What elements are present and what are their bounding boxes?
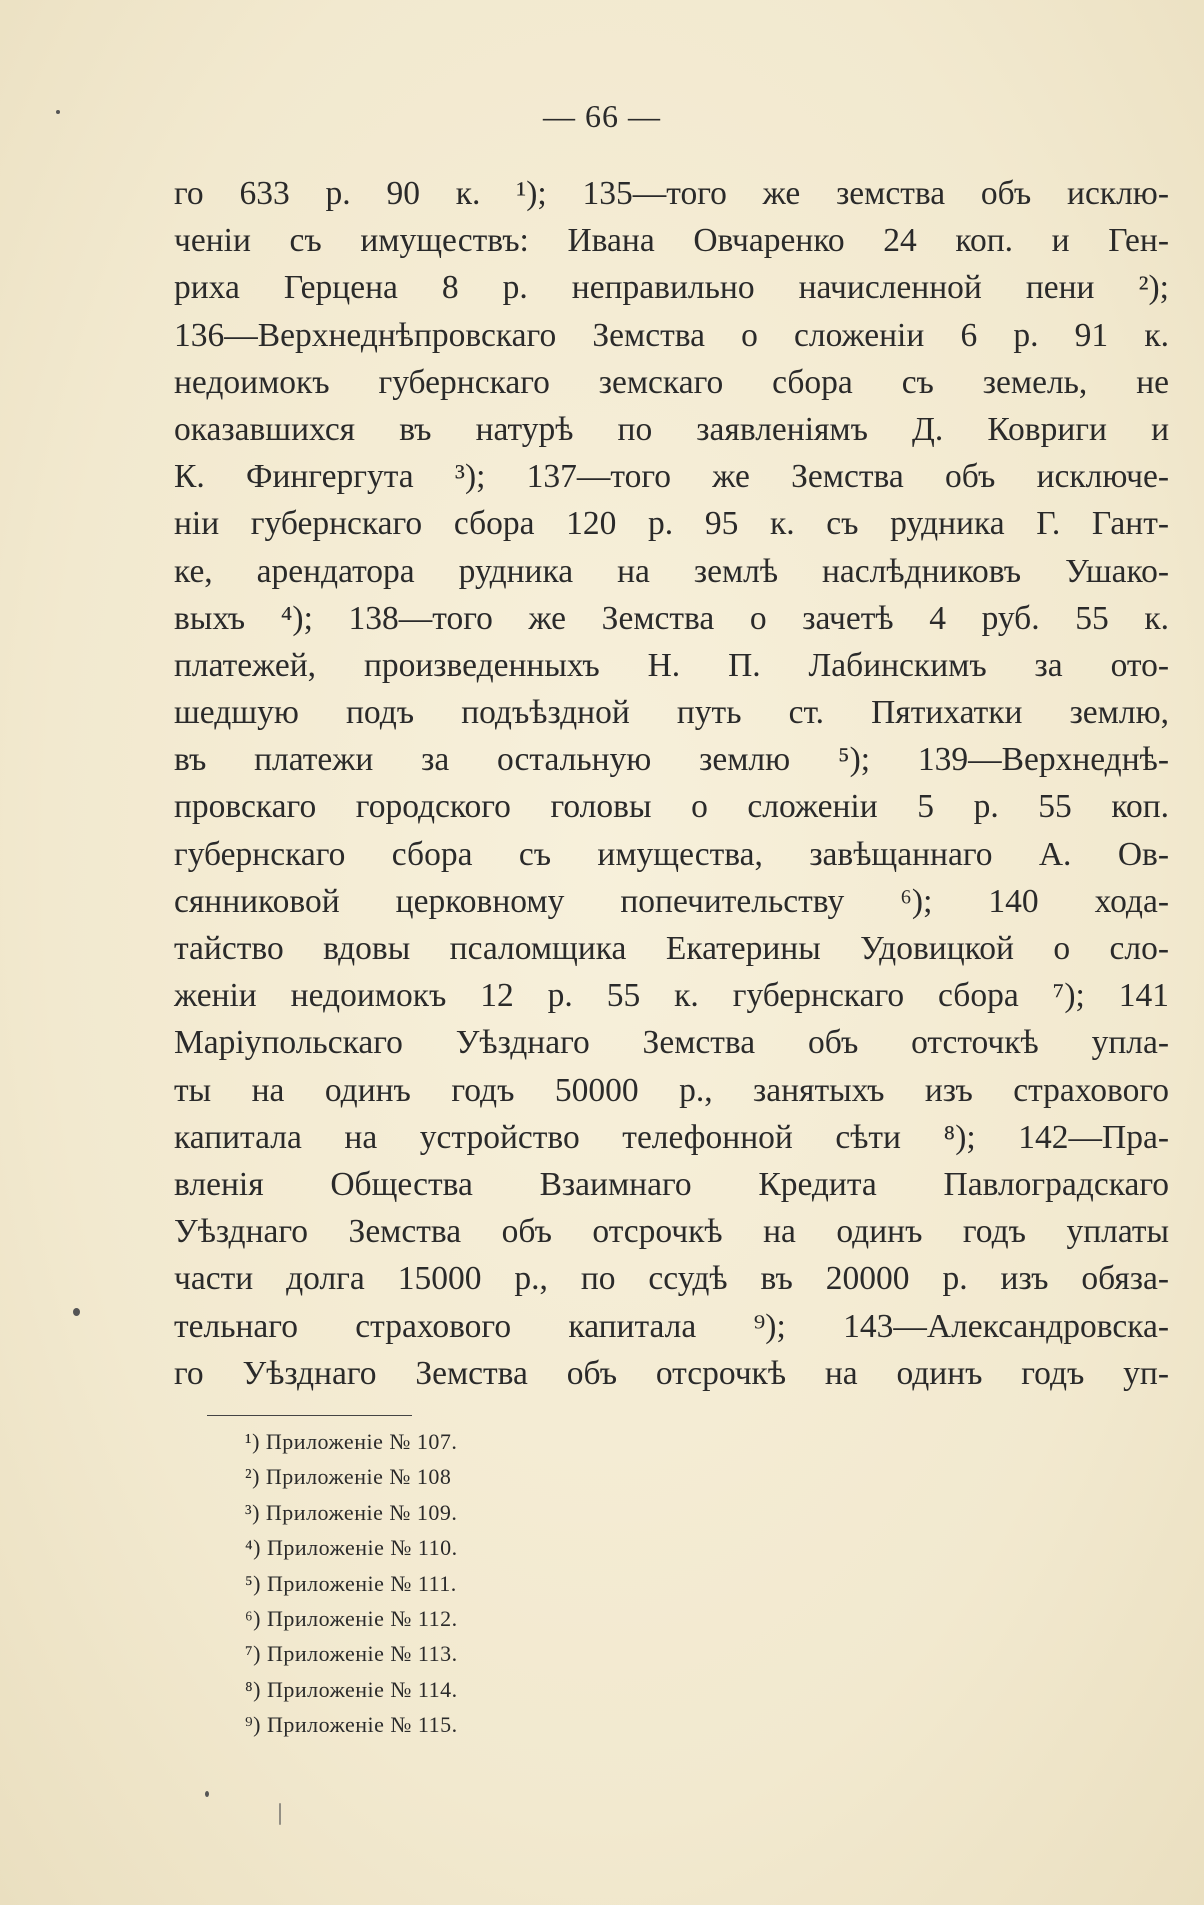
- body-line: ке, арендатора рудника на землѣ наслѣдниковъ Ушако-: [174, 552, 1169, 590]
- footnote-item: ³) Приложеніе № 109.: [245, 1499, 458, 1525]
- body-line: вленія Общества Взаимнаго Кредита Павлоградскаго: [174, 1165, 1169, 1203]
- paper-speck: [73, 1308, 80, 1316]
- page-number: — 66 —: [543, 98, 661, 134]
- body-line: въ платежи за остальную землю ⁵); 139—Верхнеднѣ-: [174, 741, 1169, 779]
- footnotes: [245, 1424, 458, 1743]
- body-line: тельнаго страхового капитала ⁹); 143—Александровска-: [174, 1307, 1169, 1345]
- footnote-item: ⁴) Приложеніе № 110.: [245, 1535, 458, 1561]
- body-text: [174, 170, 1169, 1397]
- body-line: Маріупольскаго Уѣзднаго Земства объ отсточкѣ упла-: [174, 1024, 1169, 1062]
- body-line: сянниковой церковному попечительству ⁶); 140 хода-: [174, 882, 1169, 920]
- body-line: платежей, произведенныхъ Н. П. Лабинскимъ за ото-: [174, 646, 1169, 684]
- body-line: го 633 р. 90 к. ¹); 135—того же земства объ исклю-: [174, 175, 1169, 212]
- body-line: провскаго городского головы о сложеніи 5 р. 55 коп.: [174, 788, 1169, 826]
- body-line: ты на одинъ годъ 50000 р., занятыхъ изъ страхового: [174, 1071, 1169, 1109]
- footnote-item: ⁷) Приложеніе № 113.: [245, 1641, 458, 1667]
- body-line: го Уѣзднаго Земства объ отсрочкѣ на одинъ годъ уп-: [174, 1354, 1169, 1392]
- body-line: выхъ ⁴); 138—того же Земства о зачетѣ 4 руб. 55 к.: [174, 599, 1169, 637]
- body-line: губернскаго сбора съ имущества, завѣщаннаго А. Ов-: [174, 835, 1169, 873]
- footnote-item: ⁶) Приложеніе № 112.: [245, 1605, 458, 1631]
- body-line: тайство вдовы псаломщика Екатерины Удовицкой о сло-: [174, 930, 1169, 967]
- footnote-divider: [207, 1415, 412, 1416]
- footnote-item: ²) Приложеніе № 108: [245, 1464, 452, 1490]
- footnote-item: ⁹) Приложеніе № 115.: [245, 1712, 458, 1738]
- footnote-item: ⁵) Приложеніе № 111.: [245, 1570, 457, 1596]
- body-line: Уѣзднаго Земства объ отсрочкѣ на одинъ годъ уплаты: [174, 1213, 1169, 1251]
- body-line: части долга 15000 р., по ссудѣ въ 20000 р. изъ обяза-: [174, 1260, 1169, 1298]
- footnote-item: ⁸) Приложеніе № 114.: [245, 1676, 458, 1702]
- body-line: 136—Верхнеднѣпровскаго Земства о сложеніи 6 р. 91 к.: [174, 316, 1169, 354]
- paper-speck: [279, 1803, 281, 1825]
- body-line: оказавшихся въ натурѣ по заявленіямъ Д. Ковриги и: [174, 410, 1169, 448]
- paper-speck: [205, 1791, 209, 1797]
- body-line: шедшую подъ подъѣздной путь ст. Пятихатки землю,: [174, 694, 1169, 732]
- body-line: недоимокъ губернскаго земскаго сбора съ земель, не: [174, 363, 1169, 401]
- footnote-item: ¹) Приложеніе № 107.: [245, 1429, 458, 1454]
- body-line: К. Фингергута ³); 137—того же Земства объ исключе-: [174, 458, 1169, 496]
- body-line: риха Герцена 8 р. неправильно начисленной пени ²);: [174, 269, 1169, 307]
- body-line: ченіи съ имуществъ: Ивана Овчаренко 24 коп. и Ген-: [174, 222, 1169, 260]
- body-line: капитала на устройство телефонной сѣти ⁸); 142—Пра-: [174, 1118, 1169, 1156]
- body-line: ніи губернскаго сбора 120 р. 95 к. съ рудника Г. Гант-: [174, 505, 1169, 543]
- body-line: женіи недоимокъ 12 р. 55 к. губернскаго сбора ⁷); 141: [174, 977, 1169, 1015]
- paper-speck: [56, 110, 60, 114]
